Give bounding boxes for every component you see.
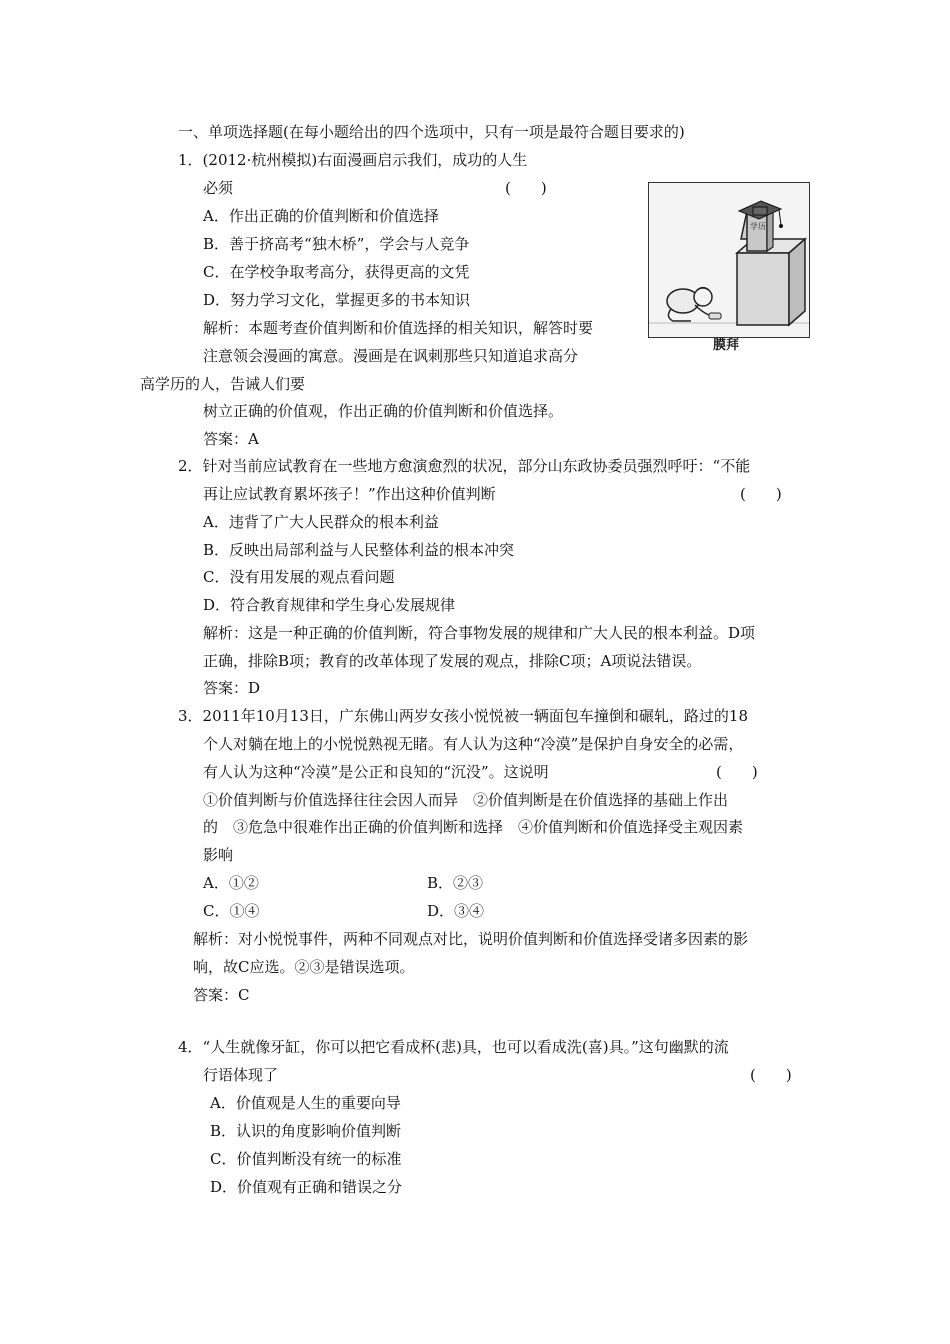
q4-answer-blank: ( )	[750, 1066, 792, 1084]
q2-option-a: A．违背了广大人民群众的根本利益	[203, 513, 439, 531]
q2-option-d: D．符合教育规律和学生身心发展规律	[203, 596, 456, 614]
q1-stem-line-1: 1．(2012·杭州模拟)右面漫画启示我们，成功的人生	[178, 151, 528, 169]
q3-analysis-line-1: 解析：对小悦悦事件，两种不同观点对比，说明价值判断和价值选择受诸多因素的影	[193, 930, 749, 948]
q4-stem-line-2: 行语体现了	[203, 1066, 279, 1084]
q1-option-a: A．作出正确的价值判断和价值选择	[203, 207, 439, 225]
q1-analysis-line-1: 解析：本题考查价值判断和价值选择的相关知识，解答时要	[203, 319, 594, 337]
cartoon-illustration	[648, 182, 810, 338]
q4-option-d: D．价值观有正确和错误之分	[210, 1178, 403, 1196]
q3-statement-line-2: 的 ③危急中很难作出正确的价值判断和选择 ④价值判断和价值选择受主观因素	[203, 818, 744, 836]
q4-option-b: B．认识的角度影响价值判断	[210, 1122, 402, 1140]
q1-answer-blank: ( )	[505, 179, 547, 197]
q3-option-b: B．②③	[427, 874, 484, 892]
q3-answer-blank: ( )	[716, 763, 758, 781]
q1-analysis-line-3: 高学历的人，告诫人们要	[140, 375, 306, 393]
q2-answer: 答案：D	[203, 679, 261, 697]
book-label: 学历	[750, 222, 766, 231]
q3-analysis-line-2: 响，故C应选。②③是错误选项。	[193, 958, 415, 976]
q3-option-d: D．③④	[427, 902, 485, 920]
q1-option-b: B．善于挤高考“独木桥”，学会与人竞争	[203, 235, 470, 253]
q1-answer: 答案：A	[203, 430, 259, 448]
q3-stem-line-2: 个人对躺在地上的小悦悦熟视无睹。有人认为这种“冷漠”是保护自身安全的必需，	[203, 735, 744, 753]
q1-analysis-line-4: 树立正确的价值观，作出正确的价值判断和价值选择。	[203, 402, 564, 420]
q4-stem-line-1: 4．“人生就像牙缸，你可以把它看成杯(悲)具，也可以看成洗(喜)具。”这句幽默的流	[178, 1038, 729, 1056]
q3-answer: 答案：C	[193, 986, 250, 1004]
q3-option-a: A．①②	[203, 874, 259, 892]
cartoon-drawing	[649, 183, 809, 337]
q2-analysis-line-2: 正确，排除B项；教育的改革体现了发展的观点，排除C项；A项说法错误。	[203, 652, 702, 670]
q4-option-c: C．价值判断没有统一的标准	[210, 1150, 402, 1168]
q2-analysis-line-1: 解析：这是一种正确的价值判断，符合事物发展的规律和广大人民的根本利益。D项	[203, 624, 756, 642]
q3-stem-line-3: 有人认为这种“冷漠”是公正和良知的“沉没”。这说明	[203, 763, 549, 781]
q2-option-c: C．没有用发展的观点看问题	[203, 568, 395, 586]
q2-answer-blank: ( )	[740, 485, 782, 503]
q2-option-b: B．反映出局部利益与人民整体利益的根本冲突	[203, 541, 515, 559]
section-header: 一、单项选择题(在每小题给出的四个选项中，只有一项是最符合题目要求的)	[178, 123, 685, 141]
q3-stem-line-1: 3．2011年10月13日，广东佛山两岁女孩小悦悦被一辆面包车撞倒和碾轧，路过的18	[178, 707, 748, 725]
q4-option-a: A．价值观是人生的重要向导	[210, 1094, 401, 1112]
q1-option-d: D．努力学习文化，掌握更多的书本知识	[203, 291, 471, 309]
q2-stem-line-1: 2．针对当前应试教育在一些地方愈演愈烈的状况，部分山东政协委员强烈呼吁：“不能	[178, 457, 751, 475]
q1-stem-line-2: 必须	[203, 179, 234, 197]
q1-option-c: C．在学校争取考高分，获得更高的文凭	[203, 263, 470, 281]
q1-analysis-line-2: 注意领会漫画的寓意。漫画是在讽刺那些只知道追求高分	[203, 347, 579, 365]
q3-statement-line-1: ①价值判断与价值选择往往会因人而异 ②价值判断是在价值选择的基础上作出	[203, 791, 729, 809]
q3-option-c: C．①④	[203, 902, 260, 920]
figure-caption: 膜拜	[713, 338, 740, 353]
q3-statement-line-3: 影响	[203, 846, 234, 864]
q2-stem-line-2: 再让应试教育累坏孩子！”作出这种价值判断	[203, 485, 496, 503]
